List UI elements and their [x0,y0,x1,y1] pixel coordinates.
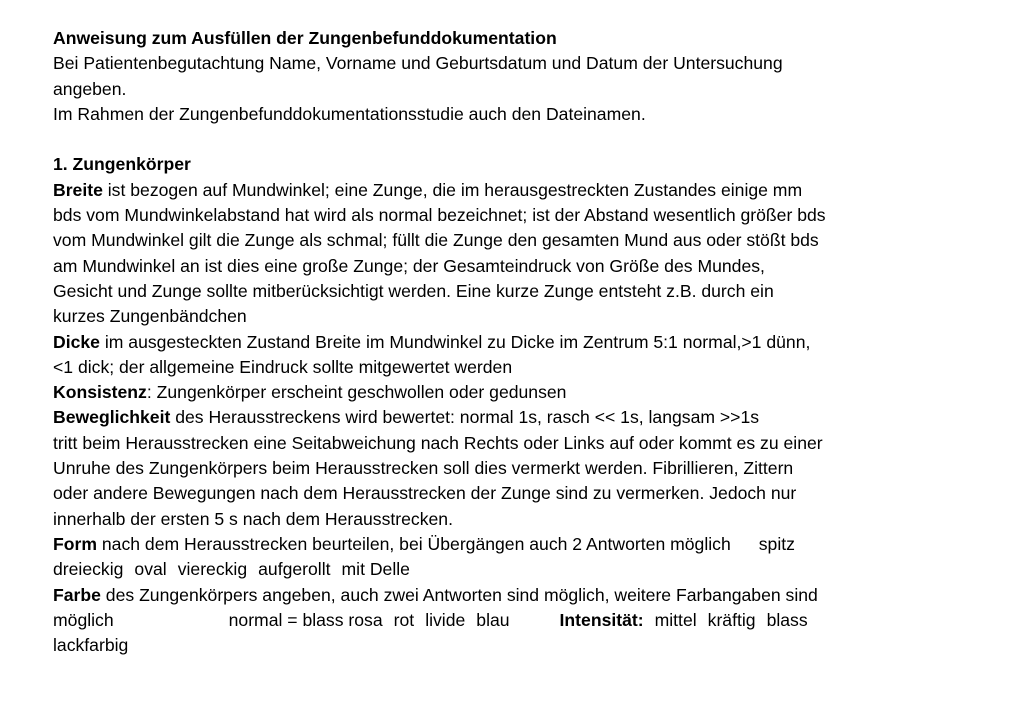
intro-line: angeben. [53,78,127,99]
dicke-text: im ausgesteckten Zustand Breite im Mundwinkel zu Dicke im Zentrum 5:1 normal,>1 dünn, [99,331,811,352]
dicke-paragraph [53,330,988,355]
beweglichkeit-line: oder andere Bewegungen nach dem Herausstrecken der Zunge sind zu vermerken. Jedoch nur [53,483,797,504]
form-label: Form [53,533,97,554]
form-text: nach dem Herausstrecken beurteilen, bei Übergängen auch 2 Antworten möglich [96,533,731,554]
konsistenz-text: : Zungenkörper erscheint geschwollen oder gedunsen [146,382,567,403]
form-option: mit Delle [341,559,410,580]
breite-line: Gesicht und Zunge sollte mitberücksichtigt werden. Eine kurze Zunge entsteht z.B. durch ein [53,280,774,301]
form-options-line [53,557,988,582]
section-heading: 1. Zungenkörper [53,154,191,175]
beweglichkeit-line: Unruhe des Zungenkörpers beim Herausstrecken soll dies vermerkt werden. Fibrillieren, Zittern [53,458,794,479]
breite-line: vom Mundwinkel gilt die Zunge als schmal; füllt die Zunge den gesamten Mund aus oder stößt bds [53,230,819,251]
form-option-spitz: spitz [758,533,795,554]
konsistenz-paragraph [53,380,988,405]
breite-line: am Mundwinkel an ist dies eine große Zunge; der Gesamteindruck von Größe des Mundes, [53,255,765,276]
dicke-line: <1 dick; der allgemeine Eindruck sollte mitgewertet werden [53,356,513,377]
form-option: aufgerollt [258,559,331,580]
beweglichkeit-line: tritt beim Herausstrecken eine Seitabweichung nach Rechts oder Links auf oder kommt es zu einer [53,432,823,453]
farbe-last-line: lackfarbig [53,635,129,656]
form-option: oval [134,559,167,580]
intensity-label: Intensität: [559,609,644,630]
intensity-option: blass [766,609,808,630]
breite-text: ist bezogen auf Mundwinkel; eine Zunge, die im herausgestreckten Zustandes einige mm [102,179,803,200]
form-option: viereckig [177,559,248,580]
intensity-option: kräftig [707,609,756,630]
farbe-moeglich: möglich [53,609,114,630]
blank-line [53,127,988,152]
intro-line: Im Rahmen der Zungenbefunddokumentationsstudie auch den Dateinamen. [53,103,646,124]
beweglichkeit-label: Beweglichkeit [53,407,171,428]
dicke-label: Dicke [53,331,100,352]
intensity-option: mittel [654,609,697,630]
breite-label: Breite [53,179,103,200]
document-title: Anweisung zum Ausfüllen der Zungenbefunddokumentation [53,28,557,48]
konsistenz-label: Konsistenz [53,382,147,403]
beweglichkeit-line: innerhalb der ersten 5 s nach dem Herausstrecken. [53,508,453,529]
form-paragraph [53,532,988,557]
document-body [53,26,988,658]
form-option: dreieckig [53,559,124,580]
beweglichkeit-paragraph [53,405,988,430]
breite-line: kurzes Zungenbändchen [53,306,247,327]
farbe-label: Farbe [53,584,101,605]
farbe-options-line [53,608,988,633]
farbe-paragraph [53,583,988,608]
color-option: livide [425,609,466,630]
beweglichkeit-text: des Herausstreckens wird bewertet: normal 1s, rasch << 1s, langsam >>1s [170,407,760,428]
farbe-text: des Zungenkörpers angeben, auch zwei Antworten sind möglich, weitere Farbangaben sind [100,584,818,605]
intro-line: Bei Patientenbegutachtung Name, Vorname und Geburtsdatum und Datum der Untersuchung [53,53,783,74]
breite-line: bds vom Mundwinkelabstand hat wird als normal bezeichnet; ist der Abstand wesentlich größer bds [53,205,826,226]
breite-paragraph [53,178,988,203]
color-option: blau [476,609,510,630]
color-option: rot [393,609,415,630]
color-option: normal = blass rosa [228,609,383,630]
